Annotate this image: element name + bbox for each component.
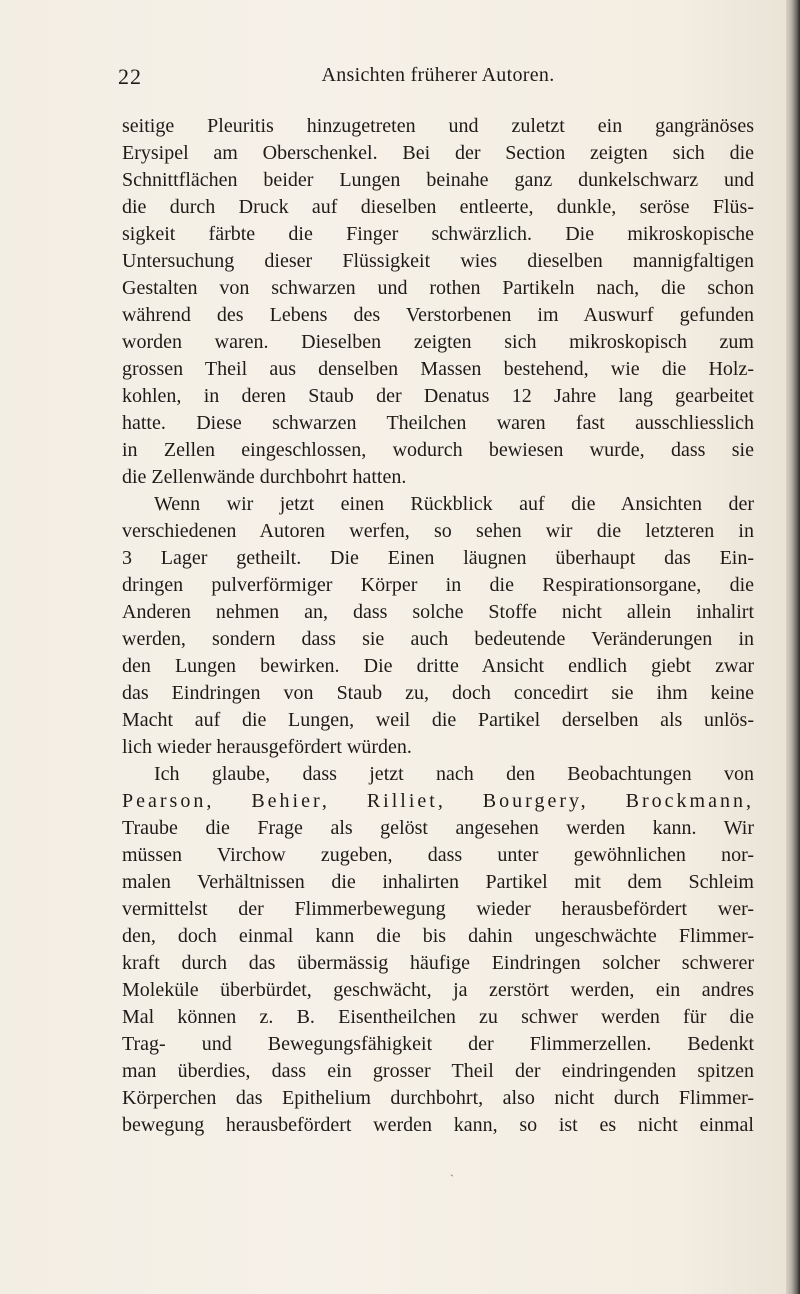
text-line: während des Lebens des Verstorbenen im Auswurf gefunden <box>122 304 754 326</box>
text-line: Erysipel am Oberschenkel. Bei der Section zeigten sich die <box>122 142 754 164</box>
page-header <box>118 64 758 92</box>
text-line: kohlen, in deren Staub der Denatus 12 Jahre lang gearbeitet <box>122 385 754 407</box>
text-line: lich wieder herausgefördert würden. <box>122 736 412 758</box>
text-line: Moleküle überbürdet, geschwächt, ja zerstört werden, ein andres <box>122 979 754 1001</box>
text-line: bewegung herausbefördert werden kann, so ist es nicht einmal <box>122 1114 754 1136</box>
text-line: worden waren. Dieselben zeigten sich mikroskopisch zum <box>122 331 754 353</box>
text-line: werden, sondern dass sie auch bedeutende Veränderungen in <box>122 628 754 650</box>
text-line: die durch Druck auf dieselben entleerte, dunkle, seröse Flüs- <box>122 196 754 218</box>
text-line: sigkeit färbte die Finger schwärzlich. Die mikroskopische <box>122 223 754 245</box>
text-line: verschiedenen Autoren werfen, so sehen wir die letzteren in <box>122 520 754 542</box>
text-line: seitige Pleuritis hinzugetreten und zuletzt ein gangränöses <box>122 115 754 137</box>
text-line: das Eindringen von Staub zu, doch concedirt sie ihm keine <box>122 682 754 704</box>
text-line: den Lungen bewirken. Die dritte Ansicht endlich giebt zwar <box>122 655 754 677</box>
text-line: dringen pulverförmiger Körper in die Respirationsorgane, die <box>122 574 754 596</box>
text-line: Mal können z. B. Eisentheilchen zu schwer werden für die <box>122 1006 754 1028</box>
author-names-line: Pearson, Behier, Rilliet, Bourgery, Brockmann, <box>122 790 754 812</box>
text-line: den, doch einmal kann die bis dahin ungeschwächte Flimmer- <box>122 925 754 947</box>
print-speck: ˎ <box>450 1163 454 1177</box>
text-line: man überdies, dass ein grosser Theil der eindringenden spitzen <box>122 1060 754 1082</box>
text-line: die Zellenwände durchbohrt hatten. <box>122 466 407 488</box>
text-line: Untersuchung dieser Flüssigkeit wies dieselben mannigfaltigen <box>122 250 754 272</box>
page-number: 22 <box>118 64 142 89</box>
text-line: müssen Virchow zugeben, dass unter gewöhnlichen nor- <box>122 844 754 866</box>
text-line: Anderen nehmen an, dass solche Stoffe nicht allein inhalirt <box>122 601 754 623</box>
running-head: Ansichten früherer Autoren. <box>321 64 555 86</box>
text-line: Trag- und Bewegungsfähigkeit der Flimmerzellen. Bedenkt <box>122 1033 754 1055</box>
text-line: vermittelst der Flimmerbewegung wieder herausbefördert wer- <box>122 898 754 920</box>
paragraph-start-line: Ich glaube, dass jetzt nach den Beobachtungen von <box>154 763 754 785</box>
text-line: Gestalten von schwarzen und rothen Partikeln nach, die schon <box>122 277 754 299</box>
text-line: 3 Lager getheilt. Die Einen läugnen überhaupt das Ein- <box>122 547 754 569</box>
text-line: Macht auf die Lungen, weil die Partikel derselben als unlös- <box>122 709 754 731</box>
text-line: Körperchen das Epithelium durchbohrt, also nicht durch Flimmer- <box>122 1087 754 1109</box>
text-line: malen Verhältnissen die inhalirten Partikel mit dem Schleim <box>122 871 754 893</box>
text-line: kraft durch das übermässig häufige Eindringen solcher schwerer <box>122 952 754 974</box>
text-line: in Zellen eingeschlossen, wodurch bewiesen wurde, dass sie <box>122 439 754 461</box>
text-line: grossen Theil aus denselben Massen bestehend, wie die Holz- <box>122 358 754 380</box>
text-line: hatte. Diese schwarzen Theilchen waren fast ausschliesslich <box>122 412 754 434</box>
text-line: Traube die Frage als gelöst angesehen werden kann. Wir <box>122 817 754 839</box>
body-text <box>122 113 754 1139</box>
page-edge-shadow <box>786 0 800 1294</box>
paragraph-start-line: Wenn wir jetzt einen Rückblick auf die Ansichten der <box>154 493 754 515</box>
text-line: Schnittflächen beider Lungen beinahe ganz dunkelschwarz und <box>122 169 754 191</box>
